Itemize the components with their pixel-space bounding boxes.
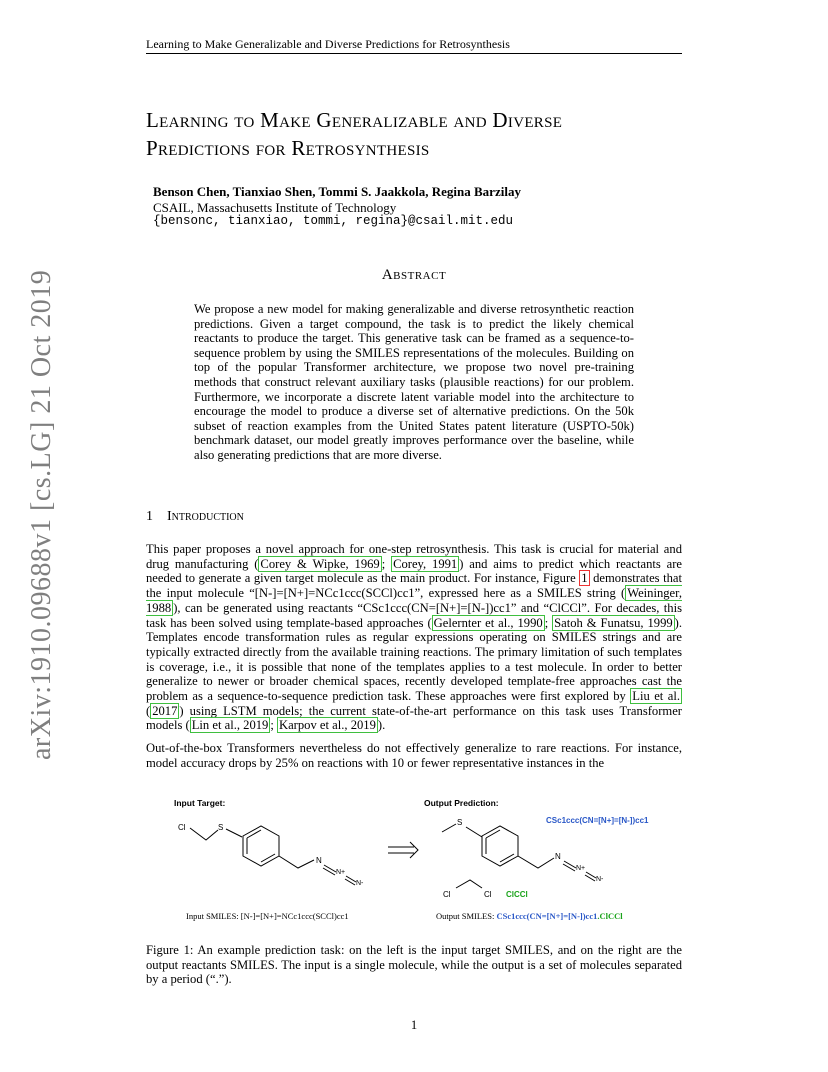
output-prediction-label: Output Prediction: — [424, 798, 499, 808]
atom-label: N+ — [576, 865, 586, 872]
page-number: 1 — [410, 1018, 418, 1032]
citation-link[interactable]: Corey, 1991 — [393, 556, 458, 571]
intro-body — [146, 542, 682, 779]
paper-title — [146, 106, 706, 162]
dichloromethane-bonds — [456, 880, 482, 888]
citation-link[interactable]: Liu et al. — [632, 689, 680, 704]
citation-link[interactable]: Satoh & Funatsu, 1999 — [554, 615, 673, 630]
atom-label: N — [555, 852, 561, 861]
arxiv-watermark — [20, 269, 60, 760]
section-number: 1 — [146, 509, 153, 524]
atom-label: N — [316, 856, 322, 865]
atom-label: N- — [596, 876, 604, 883]
output-smiles-top: CSc1ccc(CN=[N+]=[N-])cc1 — [546, 816, 649, 825]
figure-1 — [146, 790, 682, 930]
authors: Benson Chen, Tianxiao Shen, Tommi S. Jaakkola, Regina Barzilay — [153, 184, 521, 199]
section-heading — [146, 509, 244, 525]
atom-label: N+ — [336, 869, 346, 876]
atom-label: Cl — [178, 823, 186, 832]
input-target-label: Input Target: — [174, 798, 226, 808]
citation-link[interactable]: Corey & Wipke, 1969 — [260, 556, 380, 571]
title-line-1: Learning to Make Generalizable and Diverse — [146, 108, 563, 132]
atom-label: Cl — [484, 890, 492, 899]
citation-link[interactable]: Karpov et al., 2019 — [279, 718, 376, 733]
title-line-2: Predictions for Retrosynthesis — [146, 136, 430, 160]
input-benzene-ring — [243, 826, 279, 866]
output-smiles-small: ClCCl — [506, 890, 528, 899]
citation-link[interactable]: Lin et al., 2019 — [191, 718, 269, 733]
atom-label: S — [218, 823, 224, 832]
atom-label: Cl — [443, 890, 451, 899]
section-title: Introduction — [167, 509, 244, 524]
intro-paragraph-1: This paper proposes a novel approach for one-step retrosynthesis. This task is crucial for material and drug manufacturing ( Corey & Wipke, 1969 ; Corey, 1991 ) and aims to predict which reactants are needed to generate a given target molecule as the main product. For instance, Figure 1 demonstrates that the input molecule “[N-]=[N+]=NCc1ccc(SCCl)cc1”, expressed here as a SMILES string ( Weininger, 1988 ), can be generated using reactants “CSc1ccc(CN=[N+]=[N-])cc1” and “ClCCl”. For decades, this task has been solved using template-based approaches ( Gelernter et al., 1990 ; Satoh & Funatsu, 1999 ). Templates encode transformation rules as regular expressions operating on SMILES strings and are typically extracted directly from the available training reactions. The primary limitation of such templates is coverage, i.e., it is possible that none of the templates applies to a test molecule. In order to better generalize to newer or broader chemical spaces, recently developed template-free approaches cast the problem as a sequence-to-sequence prediction task. These approaches were first explored by Liu et al. ( 2017 ) using LSTM models; the current state-of-the-art performance on this task uses Transformer models ( Lin et al., 2019 ; Karpov et al., 2019 ). — [146, 542, 683, 733]
header-rule — [146, 53, 682, 54]
atom-label: N- — [356, 880, 364, 887]
output-methyl-bond — [442, 824, 456, 832]
input-ch2-bond — [279, 856, 314, 868]
figure-caption: Figure 1: An example prediction task: on the left is the input target SMILES, and on the right are the output reactants SMILES. The input is a single molecule, while the output is a set of molecules separated by a period (“.”). — [146, 943, 682, 987]
figure-ref-link[interactable]: 1 — [581, 571, 588, 586]
molecule-diagram — [146, 790, 682, 915]
citation-link[interactable]: Gelernter et al., 1990 — [433, 615, 543, 630]
output-benzene-ring — [482, 826, 518, 866]
affiliation: CSAIL, Massachusetts Institute of Technology — [153, 200, 397, 215]
citation-link[interactable]: 2017 — [152, 703, 178, 718]
intro-paragraph-2: Out-of-the-box Transformers nevertheless do not effectively generalize to rare reactions. For instance, model accuracy drops by 25% on reactions with 10 or fewer representative instances in the — [146, 741, 682, 770]
output-smiles-caption: Output SMILES: CSc1ccc(CN=[N+]=[N-])cc1.ClCCl — [436, 911, 623, 921]
abstract-heading: Abstract — [381, 267, 447, 283]
input-chain-bond — [190, 828, 218, 840]
email: {bensonc, tianxiao, tommi, regina}@csail.mit.edu — [153, 214, 514, 228]
abstract — [194, 302, 634, 463]
citation-link[interactable]: Weininger, 1988 — [146, 586, 682, 615]
running-head: Learning to Make Generalizable and Diverse Predictions for Retrosynthesis — [146, 37, 510, 51]
input-smiles-caption: Input SMILES: [N-]=[N+]=NCc1ccc(SCCl)cc1 — [186, 911, 349, 921]
input-s-bond — [226, 829, 242, 837]
arxiv-id: arXiv:1910.09688v1 [cs.LG] 21 Oct 2019 — [26, 269, 57, 760]
abstract-text: We propose a new model for making generalizable and diverse retrosynthetic reaction predictions. Given a target compound, the task is to predict the likely chemical reactants to produce the target. This generative task can be framed as a sequence-to-sequence problem by using the SMILES representations of the molecules. Building on top of the popular Transformer architecture, we propose two novel pre-training methods that construct relevant auxiliary tasks (plausible reactions) for our problem. Furthermore, we incorporate a discrete latent variable model into the architecture to encourage the model to produce a diverse set of alternative predictions. On the 50k subset of reaction examples from the United States patent literature (USPTO-50k) benchmark dataset, our model greatly improves performance over the baseline, while also generating predictions that are more diverse. — [194, 302, 634, 462]
atom-label: S — [457, 818, 463, 827]
